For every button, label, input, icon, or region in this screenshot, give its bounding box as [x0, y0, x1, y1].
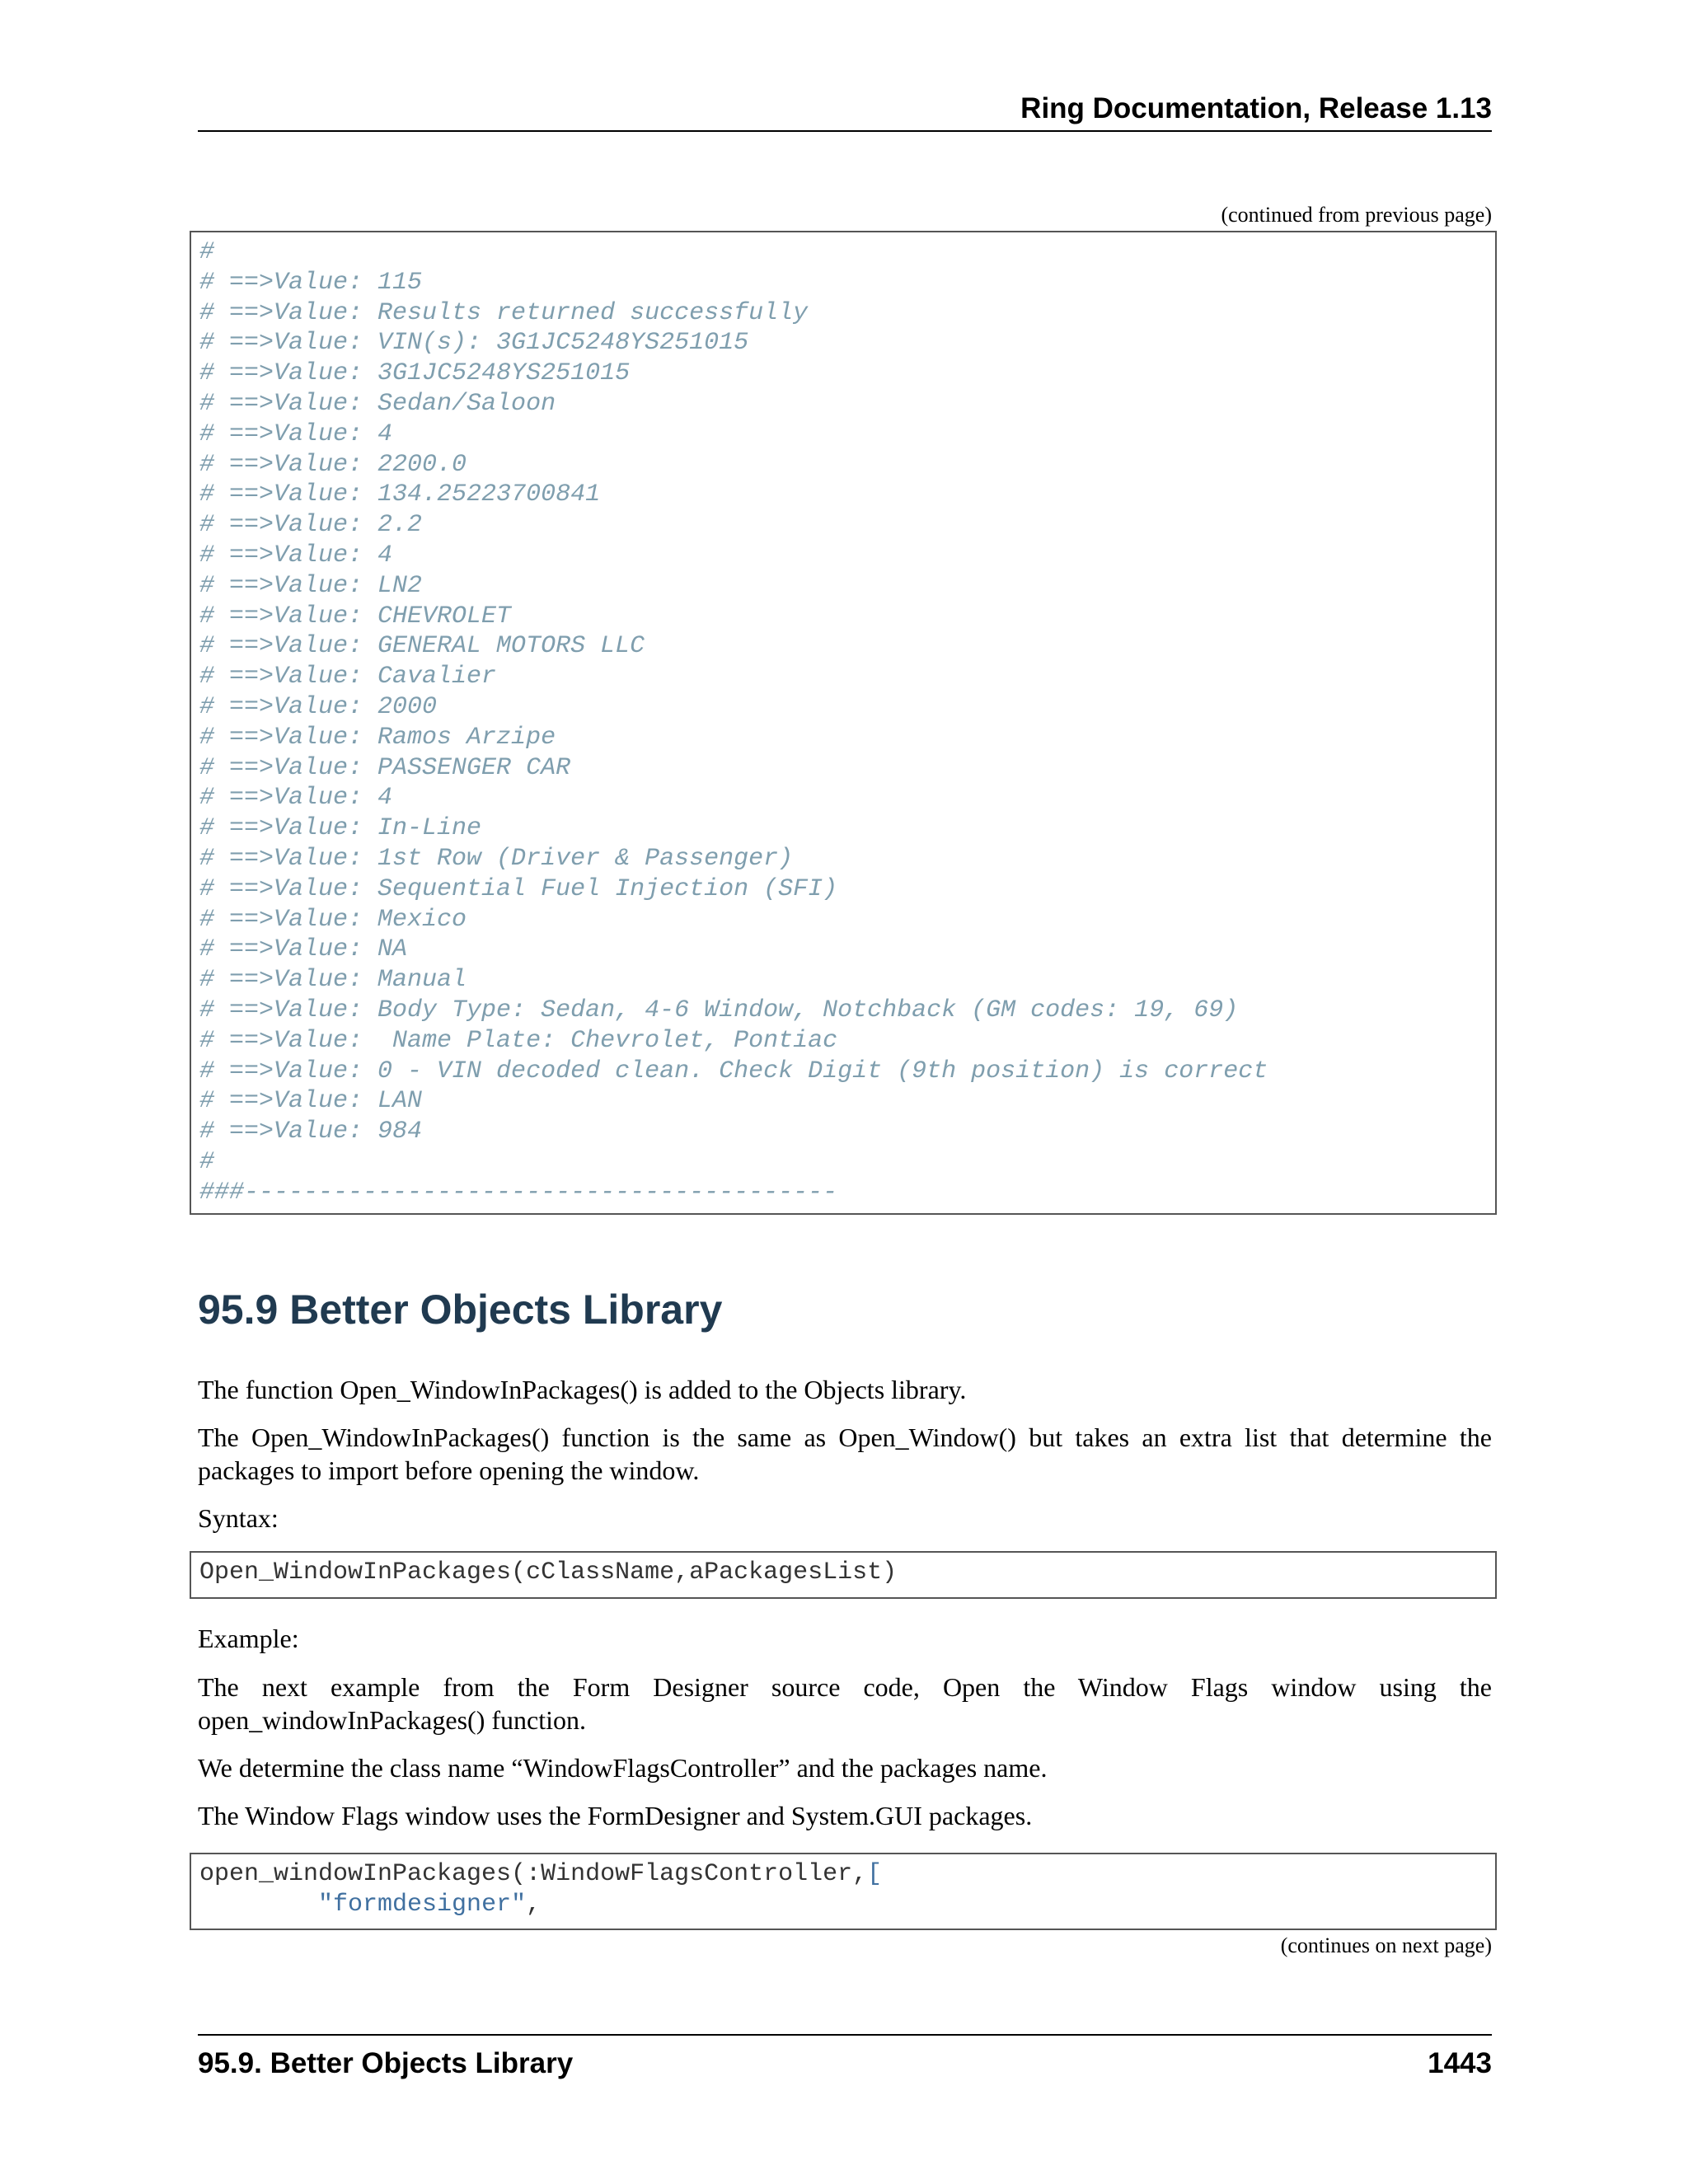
example-label: Example: [198, 1624, 299, 1653]
output-line: # ==>Value: 2200.0 [199, 450, 467, 479]
output-line: # [199, 238, 215, 266]
paragraph-class-name: We determine the class name “WindowFlagsController” and the packages name. [198, 1753, 1048, 1783]
paragraph-example-intro: The next example from the Form Designer source code, Open the Window Flags window using the open_windowInPackages() function. [198, 1672, 1492, 1735]
output-line: # ==>Value: CHEVROLET [199, 602, 512, 630]
output-line: # ==>Value: VIN(s): 3G1JC5248YS251015 [199, 329, 749, 358]
output-line: # ==>Value: LAN [199, 1087, 423, 1116]
footer-section: 95.9. Better Objects Library [198, 2047, 574, 2079]
syntax-label: Syntax: [198, 1503, 279, 1533]
output-code-block [190, 231, 1497, 1215]
output-line: # ==>Value: Ramos Arzipe [199, 723, 556, 752]
paragraph-intro: The function Open_WindowInPackages() is added to the Objects library. [198, 1375, 967, 1404]
output-line: # ==>Value: 4 [199, 541, 393, 569]
continues-on-note: (continues on next page) [1280, 1933, 1492, 1957]
output-line: # ==>Value: Cavalier [199, 663, 497, 691]
continued-from-note: (continued from previous page) [1221, 203, 1492, 227]
output-line: # ==>Value: Manual [199, 966, 467, 995]
output-line: # ==>Value: GENERAL MOTORS LLC [199, 632, 645, 661]
paragraph-packages: The Window Flags window uses the FormDesigner and System.GUI packages. [198, 1801, 1033, 1830]
syntax-code-block [190, 1551, 1497, 1599]
running-header [198, 92, 1492, 132]
header-title: Ring Documentation, Release 1.13 [1020, 92, 1492, 124]
output-line: ###---------------------------------------- [199, 1178, 838, 1207]
output-line: # ==>Value: PASSENGER CAR [199, 753, 571, 782]
output-line: # ==>Value: Results returned successfully [199, 298, 809, 327]
output-line: # ==>Value: 115 [199, 268, 423, 297]
output-line: # ==>Value: LN2 [199, 571, 423, 600]
output-line: # ==>Value: Sequential Fuel Injection (SFI) [199, 874, 838, 903]
paragraph-description: The Open_WindowInPackages() function is the same as Open_Window() but takes an extra list that determine the packages to import before opening the window. [198, 1422, 1492, 1485]
output-line: # ==>Value: Mexico [199, 905, 467, 934]
output-line: # ==>Value: 3G1JC5248YS251015 [199, 359, 631, 388]
output-line: # ==>Value: 4 [199, 784, 393, 813]
example-code-line-1: open_windowInPackages(:WindowFlagsController,[ [199, 1860, 883, 1888]
running-footer [198, 2034, 1492, 2080]
output-line: # ==>Value: In-Line [199, 814, 482, 843]
example-code-block [190, 1853, 1497, 1930]
output-line: # ==>Value: Body Type: Sedan, 4-6 Window, Notchback (GM codes: 19, 69) [199, 996, 1239, 1024]
output-line: # ==>Value: 0 - VIN decoded clean. Check Digit (9th position) is correct [199, 1057, 1268, 1085]
page-number: 1443 [1428, 2047, 1492, 2079]
output-line: # ==>Value: 134.25223700841 [199, 480, 601, 509]
output-line: # ==>Value: 1st Row (Driver & Passenger) [199, 844, 794, 873]
syntax-code: Open_WindowInPackages(cClassName,aPackagesList) [199, 1558, 898, 1586]
output-line: # [199, 1147, 215, 1176]
output-line: # ==>Value: 4 [199, 419, 393, 448]
output-line: # ==>Value: Sedan/Saloon [199, 389, 556, 418]
output-line: # ==>Value: 2000 [199, 692, 438, 721]
output-line: # ==>Value: NA [199, 935, 408, 964]
output-line: # ==>Value: 2.2 [199, 511, 423, 540]
output-line: # ==>Value: Name Plate: Chevrolet, Pontiac [199, 1026, 838, 1055]
example-code-line-2: "formdesigner", [318, 1890, 542, 1919]
output-line: # ==>Value: 984 [199, 1118, 423, 1146]
section-heading: 95.9 Better Objects Library [198, 1286, 723, 1333]
